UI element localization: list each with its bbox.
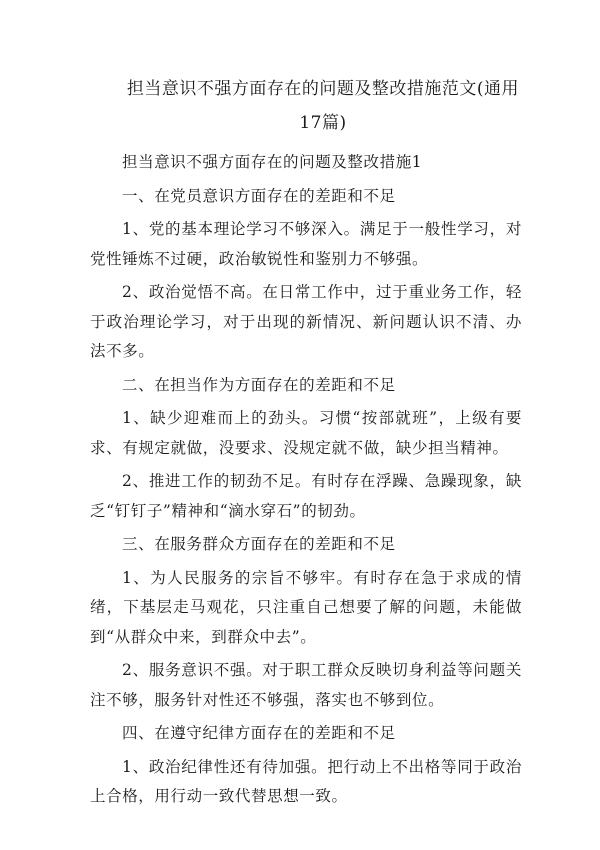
document-title: 担当意识不强方面存在的问题及整改措施范文(通用17篇)	[126, 79, 520, 133]
paragraph: 2、服务意识不强。对于职工群众反映切身利益等问题关注不够，服务针对性还不够强，落实也不够到位。	[90, 661, 522, 709]
document-body	[90, 144, 522, 812]
paragraph: 1、党的基本理论学习不够深入。满足于一般性学习，对党性锤炼不过硬，政治敏锐性和鉴别力不够强。	[90, 220, 522, 268]
paragraph: 2、政治觉悟不高。在日常工作中，过于重业务工作，轻于政治理论学习，对于出现的新情况、新问题认识不清、办法不多。	[90, 283, 522, 360]
paragraph: 1、缺少迎难而上的劲头。习惯“按部就班”，上级有要求、有规定就做，没要求、没规定就不做，缺少担当精神。	[90, 409, 522, 457]
section-heading-2: 二、在担当作为方面存在的差距和不足	[122, 375, 396, 394]
paragraph: 1、政治纪律性还有待加强。把行动上不出格等同于政治上合格，用行动一致代替思想一致。	[90, 757, 522, 805]
section-heading-4: 四、在遵守纪律方面存在的差距和不足	[122, 724, 396, 742]
paragraph: 1、为人民服务的宗旨不够牢。有时存在急于求成的情绪，下基层走马观花，只注重自己想要了解的问题，未能做到“从群众中来，到群众中去”。	[90, 568, 522, 646]
section-heading-1: 一、在党员意识方面存在的差距和不足	[122, 186, 396, 205]
section-heading-3: 三、在服务群众方面存在的差距和不足	[122, 535, 396, 553]
paragraph: 2、推进工作的韧劲不足。有时存在浮躁、急躁现象，缺乏“钉钉子”精神和“滴水穿石”的韧劲。	[90, 472, 522, 520]
section-subtitle: 担当意识不强方面存在的问题及整改措施1	[122, 153, 423, 171]
